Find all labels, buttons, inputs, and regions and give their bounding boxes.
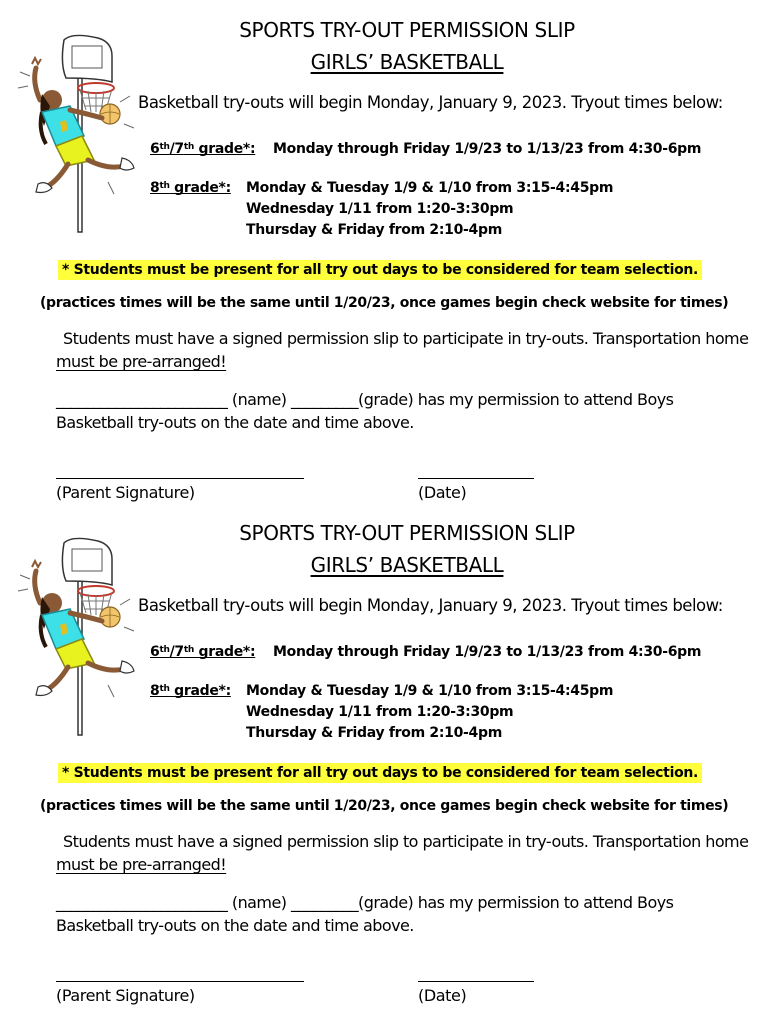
parent-signature-line[interactable]	[56, 981, 304, 982]
slip-subtitle: GIRLS’ BASKETBALL	[310, 553, 504, 577]
grade-8-schedule-line: Wednesday 1/11 from 1:20-3:30pm	[246, 704, 514, 720]
basketball-player-illustration	[12, 34, 142, 234]
grade-8-label: 8th grade*:	[150, 180, 231, 196]
date-line[interactable]	[418, 478, 534, 479]
parent-signature-line[interactable]	[56, 478, 304, 479]
requirement-text: Students must have a signed permission slip to participate in try-outs. Transportation home	[63, 832, 749, 851]
slip-title: SPORTS TRY-OUT PERMISSION SLIP	[239, 18, 575, 42]
grade-8-schedule-line: Thursday & Friday from 2:10-4pm	[246, 222, 503, 238]
grade-67-label: 6th/7th grade*:	[150, 644, 256, 660]
grade-67-schedule: Monday through Friday 1/9/23 to 1/13/23 from 4:30-6pm	[273, 141, 702, 157]
tryout-intro: Basketball try-outs will begin Monday, January 9, 2023. Tryout times below:	[138, 93, 723, 112]
parent-signature-label: (Parent Signature)	[56, 986, 195, 1005]
grade-8-schedule-line: Monday & Tuesday 1/9 & 1/10 from 3:15-4:45pm	[246, 180, 614, 196]
date-label: (Date)	[418, 986, 467, 1005]
permission-statement-cont: Basketball try-outs on the date and time above.	[56, 916, 414, 935]
permission-statement: _______________________ (name) _________(grade) has my permission to attend Boys	[56, 893, 674, 912]
permission-slip	[0, 12, 770, 515]
attendance-notice: * Students must be present for all try out days to be considered for team selection.	[58, 763, 702, 783]
grade-67-label: 6th/7th grade*:	[150, 141, 256, 157]
basketball-player-illustration	[12, 537, 142, 737]
requirement-underlined: must be pre-arranged!	[56, 352, 227, 371]
grade-8-label: 8th grade*:	[150, 683, 231, 699]
practice-note: (practices times will be the same until 1/20/23, once games begin check website for times)	[40, 295, 729, 311]
date-label: (Date)	[418, 483, 467, 502]
requirement-underlined: must be pre-arranged!	[56, 855, 227, 874]
date-line[interactable]	[418, 981, 534, 982]
slip-title: SPORTS TRY-OUT PERMISSION SLIP	[239, 521, 575, 545]
grade-8-schedule-line: Wednesday 1/11 from 1:20-3:30pm	[246, 201, 514, 217]
practice-note: (practices times will be the same until 1/20/23, once games begin check website for times)	[40, 798, 729, 814]
permission-statement-cont: Basketball try-outs on the date and time above.	[56, 413, 414, 432]
slip-subtitle: GIRLS’ BASKETBALL	[310, 50, 504, 74]
grade-67-schedule: Monday through Friday 1/9/23 to 1/13/23 from 4:30-6pm	[273, 644, 702, 660]
tryout-intro: Basketball try-outs will begin Monday, January 9, 2023. Tryout times below:	[138, 596, 723, 615]
grade-8-schedule-line: Thursday & Friday from 2:10-4pm	[246, 725, 503, 741]
grade-8-schedule-line: Monday & Tuesday 1/9 & 1/10 from 3:15-4:45pm	[246, 683, 614, 699]
permission-slip	[0, 515, 770, 1018]
permission-statement: _______________________ (name) _________(grade) has my permission to attend Boys	[56, 390, 674, 409]
parent-signature-label: (Parent Signature)	[56, 483, 195, 502]
attendance-notice: * Students must be present for all try out days to be considered for team selection.	[58, 260, 702, 280]
requirement-text: Students must have a signed permission slip to participate in try-outs. Transportation home	[63, 329, 749, 348]
